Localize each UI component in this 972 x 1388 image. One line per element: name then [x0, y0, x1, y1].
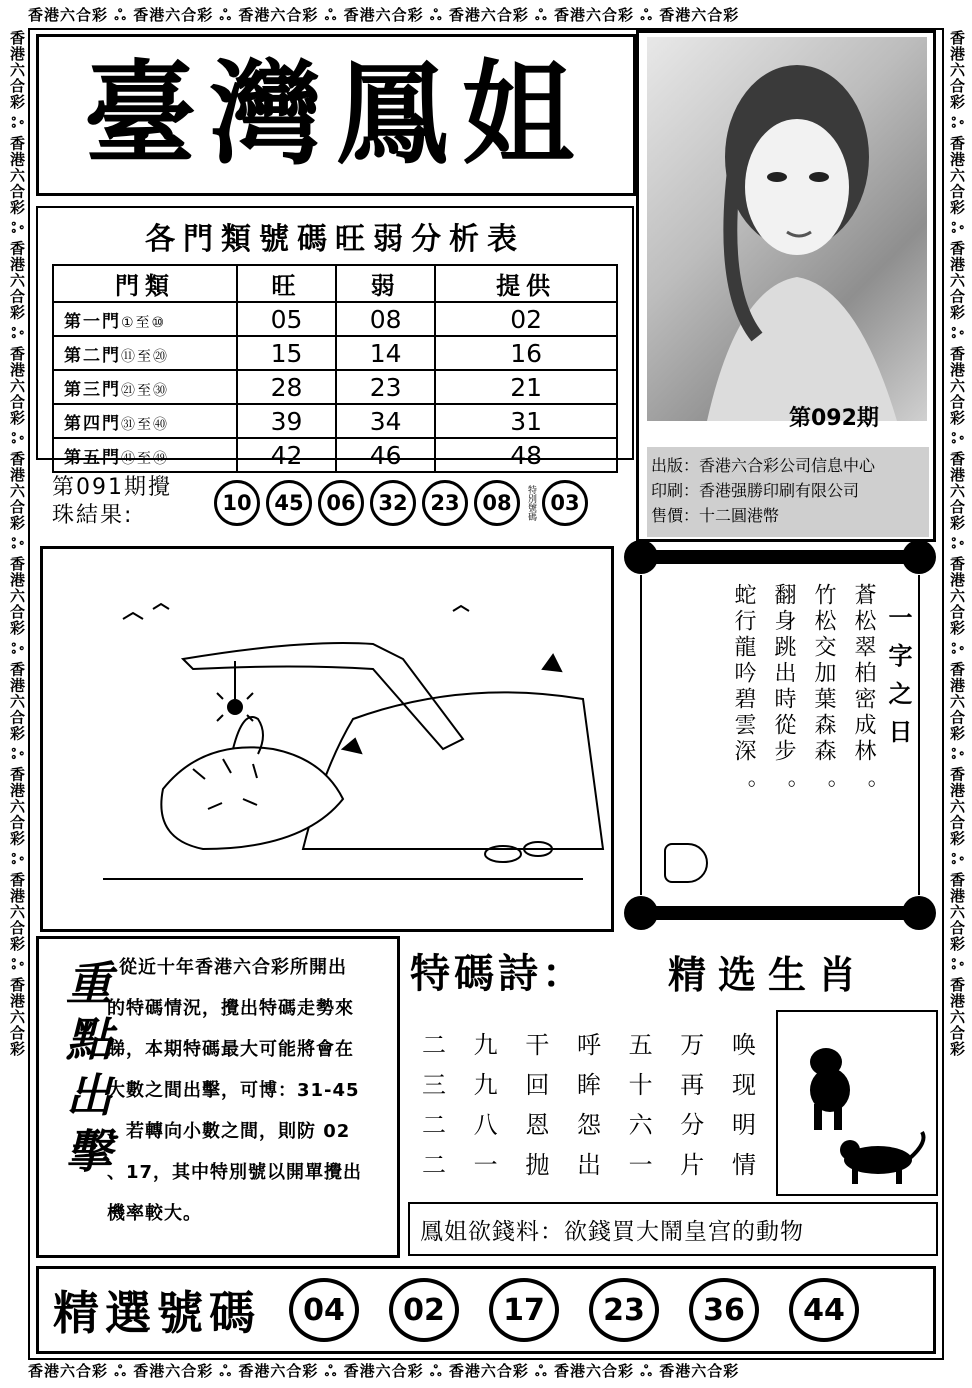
cap-end-right	[902, 540, 936, 574]
poem-top-cap	[624, 550, 936, 564]
selected-numbers-box	[36, 1266, 936, 1354]
poem-bottom-cap	[624, 906, 936, 920]
table-row	[53, 438, 617, 472]
highlight-line: 、17，其中特別號以開單攪出	[107, 1162, 363, 1183]
door-cell: 第二門⑪至⑳	[53, 336, 237, 370]
offer-cell: 21	[435, 370, 617, 404]
result-ball: 45	[266, 480, 312, 526]
highlight-text	[107, 947, 397, 1234]
issue-info	[647, 447, 929, 537]
door-cell: 第四門㉛至㊵	[53, 404, 237, 438]
result-ball: 06	[318, 480, 364, 526]
results-balls	[214, 480, 588, 526]
poem-row: 二 八 恩 怨 六 分 明	[422, 1110, 756, 1139]
strong-cell: 05	[237, 302, 336, 336]
selected-number-list	[289, 1278, 859, 1342]
issue-number: 第092期	[789, 406, 879, 431]
printer-line: 印刷：香港强勝印刷有限公司	[651, 481, 860, 500]
left-border-strip: 香港六合彩 ஃ 香港六合彩 ஃ 香港六合彩 ஃ 香港六合彩 ஃ 香港六合彩 ஃ 香港六合彩 ஃ 香港六合彩 ஃ 香港六合彩 ஃ 香港六合彩 ஃ 香港六合彩	[8, 30, 26, 1057]
selected-ball: 02	[389, 1278, 459, 1342]
title-box	[36, 34, 636, 196]
price-line: 售價：十二圓港幣	[651, 506, 780, 525]
monkey-tiger-illustration	[778, 1012, 936, 1194]
portrait-illustration	[647, 37, 927, 421]
poem-col-1: 蒼松翠柏密成林 。	[851, 583, 876, 805]
header-offer: 提供	[435, 265, 617, 302]
result-ball: 08	[474, 480, 520, 526]
cover-photo	[647, 37, 927, 421]
results-label-line2: 珠結果:	[52, 503, 134, 528]
highlight-line: 大數之間出擊，可博：31-45	[107, 1080, 360, 1101]
poem-row: 二 九 干 呼 五 万 唤	[422, 1030, 756, 1059]
special-poem-subtitle: 精选生肖	[668, 952, 869, 997]
header-strong: 旺	[237, 265, 336, 302]
weak-cell: 14	[336, 336, 435, 370]
header-weak: 弱	[336, 265, 435, 302]
money-clue-text: 鳳姐欲錢料：欲錢買大鬧皇宫的動物	[420, 1218, 804, 1245]
seal-icon	[664, 843, 708, 883]
special-number-label: 特別號碼	[526, 485, 536, 521]
analysis-title: 各門類號碼旺弱分析表	[145, 222, 525, 257]
table-header-row	[53, 265, 617, 302]
highlight-line: 的特碼情況，攪出特碼走勢來	[107, 998, 354, 1019]
money-clue-box	[408, 1202, 938, 1256]
poem-row: 二 一 抛 岀 一 片 情	[422, 1150, 756, 1179]
selected-ball: 17	[489, 1278, 559, 1342]
offer-cell: 31	[435, 404, 617, 438]
zodiac-animals-box	[776, 1010, 938, 1196]
illustration-box	[40, 546, 614, 932]
header-door: 門類	[53, 265, 237, 302]
strong-cell: 42	[237, 438, 336, 472]
door-cell: 第一門①至⑩	[53, 302, 237, 336]
poem-col-2: 竹松交加葉森森 。	[811, 583, 836, 805]
highlight-line: 從近十年香港六合彩所開出	[119, 957, 347, 978]
results-label	[52, 474, 212, 530]
result-ball: 23	[422, 480, 468, 526]
door-cell: 第三門㉑至㉚	[53, 370, 237, 404]
bottom-border-strip: 香港六合彩 ஃ 香港六合彩 ஃ 香港六合彩 ஃ 香港六合彩 ஃ 香港六合彩 ஃ 香港六合彩 ஃ 香港六合彩	[28, 1362, 740, 1380]
cap-bar	[644, 906, 916, 920]
result-ball: 32	[370, 480, 416, 526]
poem-columns	[732, 583, 874, 805]
offer-cell: 48	[435, 438, 617, 472]
table-row	[53, 302, 617, 336]
selected-numbers-title: 精選號碼	[53, 1286, 261, 1340]
special-poem-grid	[414, 1022, 764, 1182]
special-poem-title: 特碼詩：	[410, 951, 586, 997]
poem-col-3: 翻身跳出時從步 。	[771, 583, 796, 805]
page-title: 臺灣鳳姐	[84, 49, 588, 180]
table-row	[53, 336, 617, 370]
weak-cell: 34	[336, 404, 435, 438]
publisher-line: 出版：香港六合彩公司信息中心	[651, 456, 876, 475]
offer-cell: 16	[435, 336, 617, 370]
top-border-strip: 香港六合彩 ஃ 香港六合彩 ஃ 香港六合彩 ஃ 香港六合彩 ஃ 香港六合彩 ஃ 香港六合彩 ஃ 香港六合彩	[28, 6, 740, 24]
highlight-line: 、若轉向小數之間，則防 02	[107, 1121, 351, 1142]
strong-cell: 15	[237, 336, 336, 370]
analysis-box	[36, 206, 634, 470]
photo-panel	[636, 30, 936, 542]
selected-ball: 36	[689, 1278, 759, 1342]
highlight-vertical-title: 重點出擊	[59, 959, 113, 1183]
poem-col-4: 蛇行龍吟碧雲深 。	[731, 583, 756, 805]
offer-cell: 02	[435, 302, 617, 336]
weak-cell: 46	[336, 438, 435, 472]
right-border-strip: 香港六合彩 ஃ 香港六合彩 ஃ 香港六合彩 ஃ 香港六合彩 ஃ 香港六合彩 ஃ 香港六合彩 ஃ 香港六合彩 ஃ 香港六合彩 ஃ 香港六合彩 ஃ 香港六合彩	[948, 30, 966, 1057]
weak-cell: 08	[336, 302, 435, 336]
table-row	[53, 370, 617, 404]
highlight-line: 睇，本期特碼最大可能將會在	[107, 1039, 354, 1060]
door-cell: 第五門㊶至㊾	[53, 438, 237, 472]
selected-ball: 23	[589, 1278, 659, 1342]
result-ball: 10	[214, 480, 260, 526]
highlight-line: 機率較大。	[107, 1203, 202, 1224]
strong-cell: 39	[237, 404, 336, 438]
cap-bar	[644, 550, 916, 564]
cap-end-right	[902, 896, 936, 930]
selected-ball: 44	[789, 1278, 859, 1342]
poem-title: 一字之日	[884, 605, 913, 757]
turtle-spider-illustration	[43, 549, 611, 929]
special-ball: 03	[542, 480, 588, 526]
table-row	[53, 404, 617, 438]
poem-panel	[640, 575, 920, 895]
weak-cell: 23	[336, 370, 435, 404]
analysis-table	[52, 264, 618, 473]
highlight-box	[36, 936, 400, 1258]
results-label-line1: 第091期攪	[52, 475, 172, 500]
selected-ball: 04	[289, 1278, 359, 1342]
strong-cell: 28	[237, 370, 336, 404]
poem-row: 三 九 回 眸 十 再 现	[422, 1070, 756, 1099]
